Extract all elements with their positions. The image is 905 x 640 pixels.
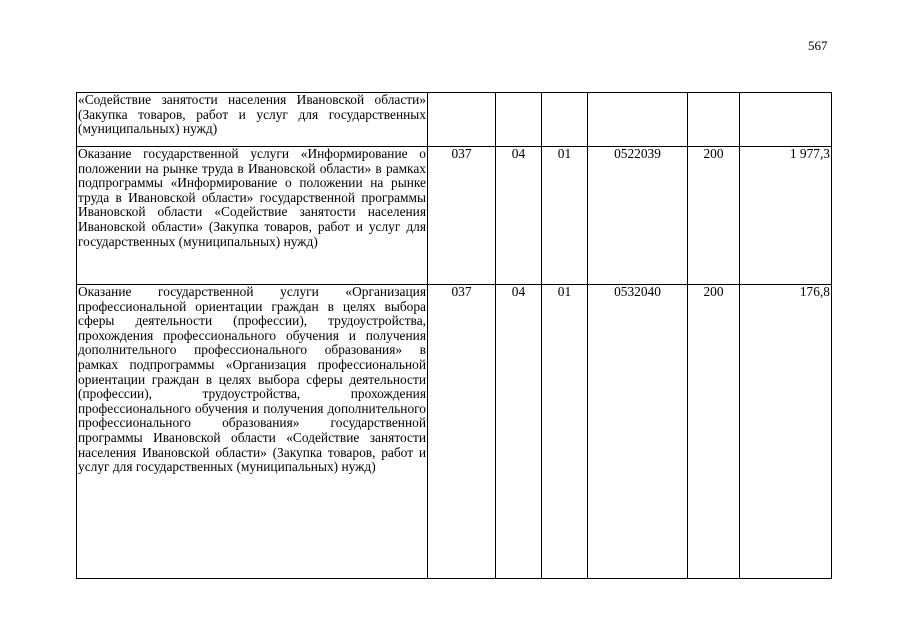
table-row	[77, 93, 832, 147]
expense-type-code: 200	[688, 147, 740, 285]
subsection-code: 01	[542, 147, 588, 285]
target-article-code	[588, 93, 688, 147]
table-row	[77, 147, 832, 285]
ministry-code	[428, 93, 496, 147]
section-code	[496, 93, 542, 147]
row-description: Оказание государственной услуги «Информирование о положении на рынке труда в Ивановской области» в рамках подпрограммы «Информирование о положении на рынке труда в Ивановской области» государственной программы Ивановской области «Содействие занятости населения Ивановской области» (Закупка товаров, работ и услуг для государственных (муниципальных) нужд)	[77, 147, 428, 285]
expense-type-code: 200	[688, 285, 740, 579]
expense-type-code	[688, 93, 740, 147]
amount: 176,8	[740, 285, 832, 579]
target-article-code: 0532040	[588, 285, 688, 579]
page-number: 567	[808, 38, 828, 53]
row-description: «Содействие занятости населения Ивановской области» (Закупка товаров, работ и услуг для государственных (муниципальных) нужд)	[77, 93, 428, 147]
target-article-code: 0522039	[588, 147, 688, 285]
section-code: 04	[496, 147, 542, 285]
subsection-code: 01	[542, 285, 588, 579]
amount	[740, 93, 832, 147]
section-code: 04	[496, 285, 542, 579]
table-row	[77, 285, 832, 579]
subsection-code	[542, 93, 588, 147]
ministry-code: 037	[428, 147, 496, 285]
ministry-code: 037	[428, 285, 496, 579]
budget-table	[76, 92, 832, 579]
row-description: Оказание государственной услуги «Организация профессиональной ориентации граждан в целях выбора сферы деятельности (профессии), трудоустройства, прохождения профессионального обучения и получения дополнительного профессионального образования» в рамках подпрограммы «Организация профессиональной ориентации граждан в целях выбора сферы деятельности (профессии), трудоустройства, прохождения профессионального обучения и получения дополнительного профессионального образования» государственной программы Ивановской области «Содействие занятости населения Ивановской области» (Закупка товаров, работ и услуг для государственных (муниципальных) нужд)	[77, 285, 428, 579]
amount: 1 977,3	[740, 147, 832, 285]
